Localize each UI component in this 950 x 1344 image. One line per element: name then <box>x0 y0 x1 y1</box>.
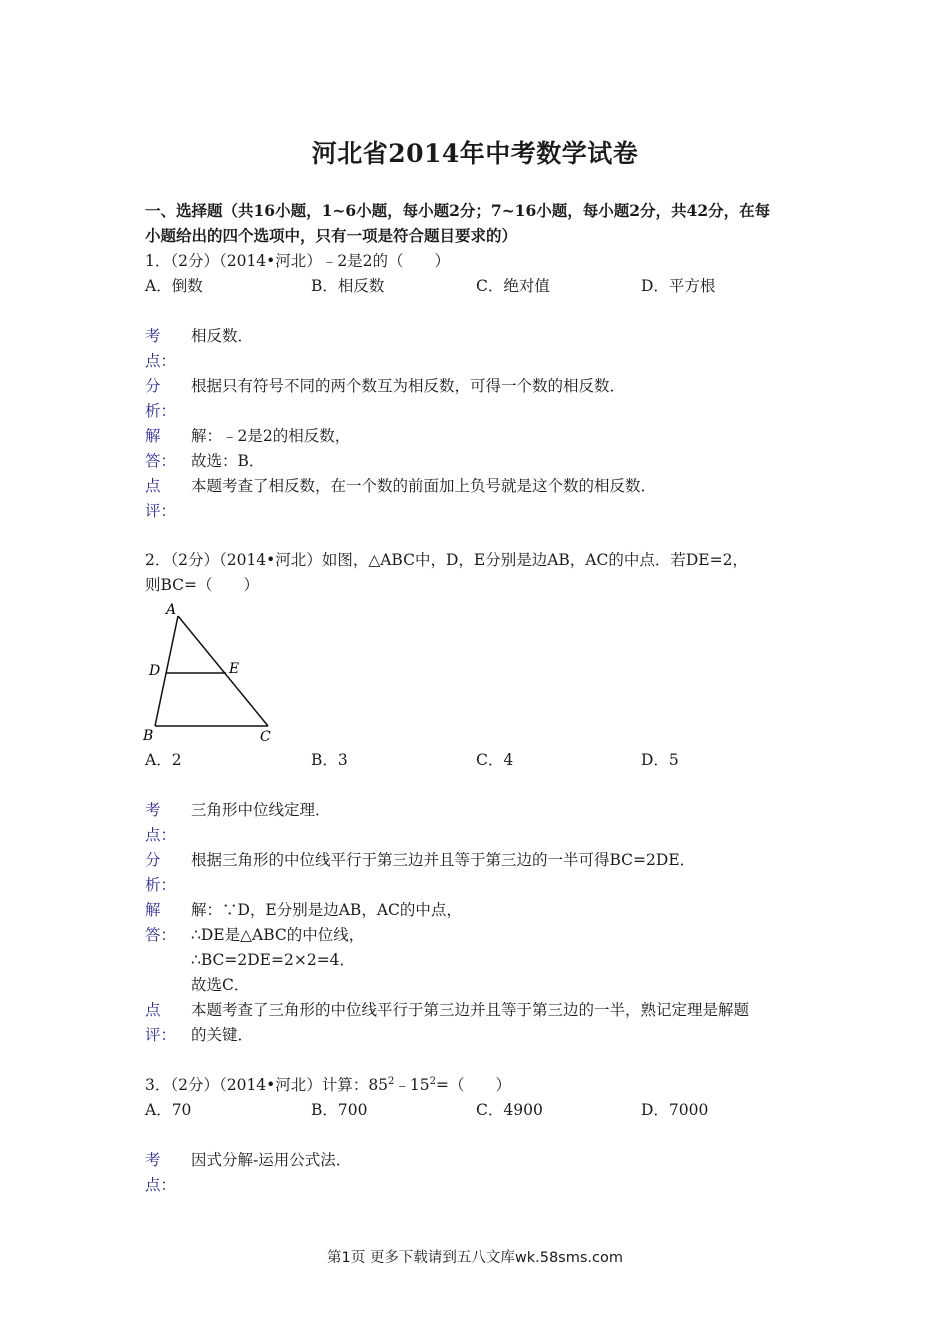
q2-stem-line2: 则BC=（ ） <box>145 576 260 594</box>
q3-stem <box>145 1075 511 1095</box>
q3-stem-suffix: =（ ） <box>436 1076 512 1094</box>
q1-option-c: C．绝对值 <box>476 277 550 295</box>
q2-option-b: B．3 <box>311 751 348 769</box>
q1-option-a: A．倒数 <box>145 277 203 295</box>
q2-stem-line1: 2．（2分）（2014•河北）如图，△ABC中，D，E分别是边AB，AC的中点．若DE=2， <box>145 551 748 569</box>
q2-kaodian: 三角形中位线定理． <box>191 801 331 819</box>
vertex-label-c: C <box>260 729 271 745</box>
vertex-label-e: E <box>229 661 240 677</box>
q1-fenxi-label-2: 析： <box>145 402 177 420</box>
q2-fenxi-label-1: 分 <box>145 851 161 869</box>
q2-jieda-label-2: 答： <box>145 926 177 944</box>
q1-dianping: 本题考查了相反数，在一个数的前面加上负号就是这个数的相反数． <box>191 477 657 495</box>
q2-fenxi: 根据三角形的中位线平行于第三边并且等于第三边的一半可得BC=2DE． <box>191 851 696 869</box>
q2-jieda-line1: 解：∵D，E分别是边AB，AC的中点， <box>191 901 462 919</box>
q3-kaodian: 因式分解-运用公式法． <box>191 1151 352 1169</box>
q2-dianping-line2: 的关键． <box>191 1026 254 1044</box>
q1-jieda-line2: 故选：B． <box>191 452 265 470</box>
q1-option-b: B．相反数 <box>311 277 385 295</box>
q1-kaodian: 相反数． <box>191 327 254 345</box>
q3-stem-prefix: 3．（2分）（2014•河北）计算：85 <box>145 1076 389 1094</box>
q3-kaodian-label-1: 考 <box>145 1151 161 1169</box>
q1-kaodian-label-2: 点： <box>145 352 177 370</box>
q2-option-d: D．5 <box>641 751 679 769</box>
q2-option-a: A．2 <box>145 751 182 769</box>
triangle-figure <box>140 598 280 748</box>
q2-kaodian-label-2: 点： <box>145 826 177 844</box>
side-ac <box>178 616 268 726</box>
q1-jieda-line1: 解：﹣2是2的相反数， <box>191 427 351 445</box>
page-title: 河北省2014年中考数学试卷 <box>311 139 639 168</box>
q2-jieda-line4: 故选C． <box>191 976 250 994</box>
q1-fenxi-label-1: 分 <box>145 377 161 395</box>
q1-fenxi: 根据只有符号不同的两个数互为相反数，可得一个数的相反数． <box>191 377 626 395</box>
section-heading-line1: 一、选择题（共16小题，1~6小题，每小题2分；7~16小题，每小题2分，共42分，在每 <box>145 201 771 220</box>
q1-option-d: D．平方根 <box>641 277 716 295</box>
vertex-label-b: B <box>143 728 154 744</box>
q2-option-c: C．4 <box>476 751 514 769</box>
q3-exponent-2: 2 <box>429 1076 437 1087</box>
q2-jieda-label-1: 解 <box>145 901 161 919</box>
q2-dianping-line1: 本题考查了三角形的中位线平行于第三边并且等于第三边的一半，熟记定理是解题 <box>191 1001 750 1019</box>
q2-fenxi-label-2: 析： <box>145 876 177 894</box>
section-heading-line2: 小题给出的四个选项中，只有一项是符合题目要求的） <box>145 226 518 245</box>
vertex-label-d: D <box>149 663 161 679</box>
q2-kaodian-label-1: 考 <box>145 801 161 819</box>
q1-jieda-label-1: 解 <box>145 427 161 445</box>
q3-kaodian-label-2: 点： <box>145 1176 177 1194</box>
q3-option-d: D．7000 <box>641 1101 709 1119</box>
q1-kaodian-label-1: 考 <box>145 327 161 345</box>
q1-jieda-label-2: 答： <box>145 452 177 470</box>
q3-exponent-1: 2 <box>388 1076 395 1087</box>
q2-dianping-label-2: 评： <box>145 1026 177 1044</box>
q2-jieda-line2: ∴DE是△ABC的中位线， <box>191 926 365 944</box>
q3-stem-mid: ﹣15 <box>394 1076 430 1094</box>
vertex-label-a: A <box>166 602 177 618</box>
q3-option-c: C．4900 <box>476 1101 543 1119</box>
q3-option-b: B．700 <box>311 1101 368 1119</box>
q3-option-a: A．70 <box>145 1101 192 1119</box>
q2-dianping-label-1: 点 <box>145 1001 161 1019</box>
q1-dianping-label-1: 点 <box>145 477 161 495</box>
q2-jieda-line3: ∴BC=2DE=2×2=4． <box>191 951 356 969</box>
page-footer: 第1页 更多下载请到五八文库wk.58sms.com <box>327 1250 623 1266</box>
q1-dianping-label-2: 评： <box>145 502 177 520</box>
q1-stem: 1．（2分）（2014•河北）﹣2是2的（ ） <box>145 252 451 270</box>
